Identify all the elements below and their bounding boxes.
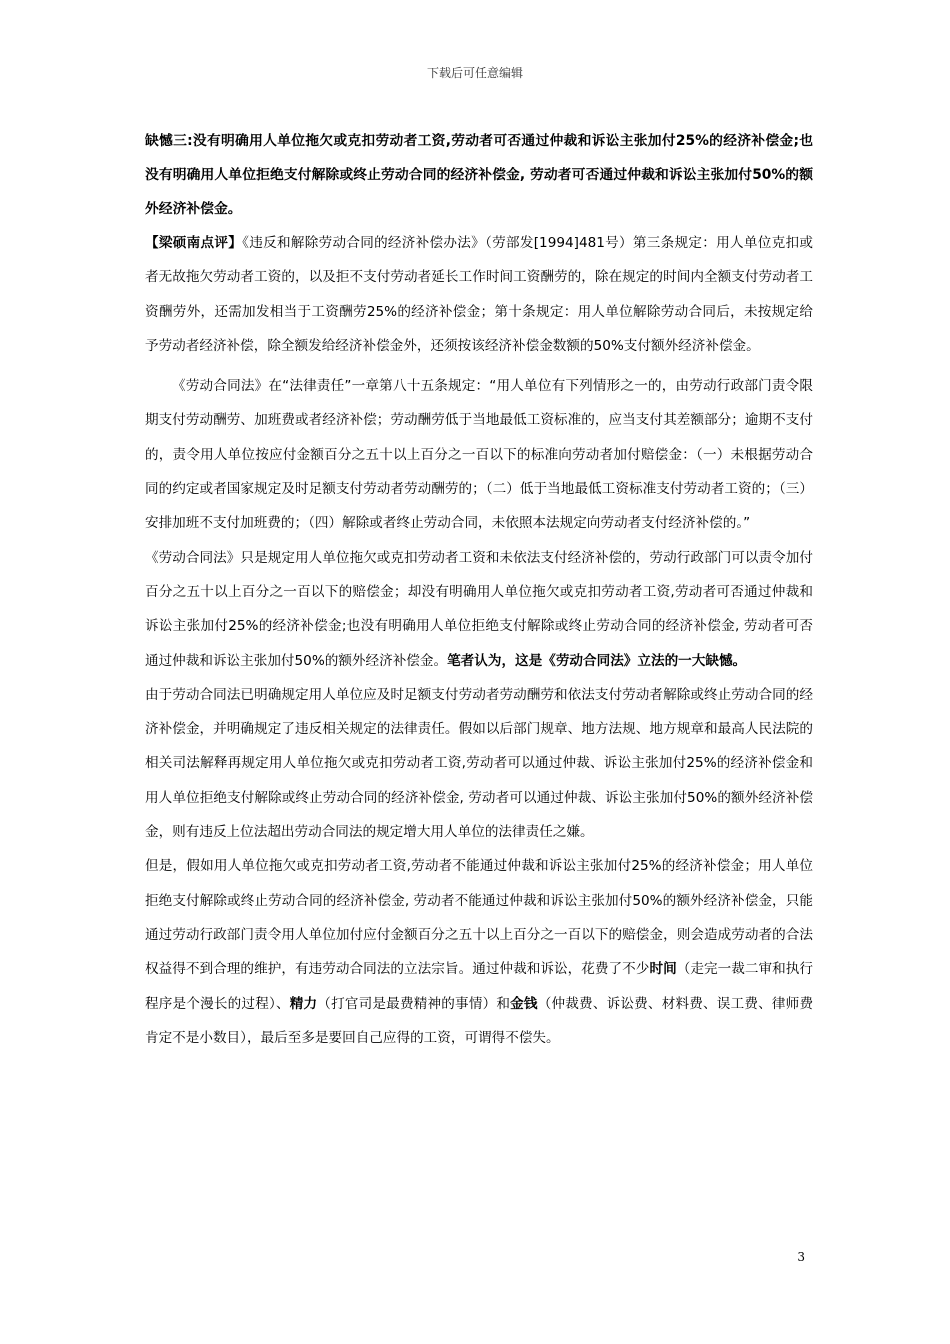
analysis-text: 《劳动合同法》只是规定用人单位拖欠或克扣劳动者工资和未依法支付经济补偿的，劳动行政部门可以责令加付百分之五十以上百分之一百以下的赔偿金；却没有明确用人单位拖欠或克扣劳动者工资,劳动者可否通过仲裁和诉讼主张加付25%的经济补偿金;也没有明确用人单位拒绝支付解除或终止劳动合同的经济补偿金, 劳动者可否通过仲裁和诉讼主张加付50%的额外经济补偿金。 — [145, 549, 813, 669]
commentary-text: 《违反和解除劳动合同的经济补偿办法》（劳部发[1994]481号）第三条规定：用人单位克扣或者无故拖欠劳动者工资的，以及拒不支付劳动者延长工作时间工资酬劳的，除在规定的时间内全额支付劳动者工资酬劳外，还需加发相当于工资酬劳25%的经济补偿金；第十条规定：用人单位解除劳动合同后，未按规定给予劳动者经济补偿，除全额发给经济补偿金外，还须按该经济补偿金数额的50%支付额外经济补偿金。 — [145, 235, 814, 354]
paragraph-commentary — [145, 226, 813, 363]
paragraph-cost-argument — [145, 849, 813, 1055]
bold-money: 金钱 — [510, 995, 538, 1012]
cost-text-c: （打官司是最费精神的事情）和 — [317, 995, 511, 1012]
bold-time: 时间 — [649, 961, 677, 978]
cost-text-d: （仲裁费、诉讼费、材料费、误工费、律师费肯定不是小数目），最后至多是要回自己应得的工资，可谓得不偿失。 — [145, 995, 814, 1046]
document-body — [145, 124, 813, 1055]
paragraph-analysis — [145, 541, 813, 678]
legal-reasoning-text: 由于劳动合同法已明确规定用人单位应及时足额支付劳动者劳动酬劳和依法支付劳动者解除或终止劳动合同的经济补偿金，并明确规定了违反相关规定的法律责任。假如以后部门规章、地方法规、地方规章和最高人民法院的相关司法解释再规定用人单位拖欠或克扣劳动者工资,劳动者可以通过仲裁、诉讼主张加付25%的经济补偿金和用人单位拒绝支付解除或终止劳动合同的经济补偿金, 劳动者可以通过仲裁、诉讼主张加付50%的额外经济补偿金，则有违反上位法超出劳动合同法的规定增大用人单位的法律责任之嫌。 — [145, 686, 813, 841]
analysis-conclusion: 笔者认为，这是《劳动合同法》立法的一大缺憾。 — [447, 652, 747, 669]
cost-text-a: 但是，假如用人单位拖欠或克扣劳动者工资,劳动者不能通过仲裁和诉讼主张加付25%的经济补偿金；用人单位拒绝支付解除或终止劳动合同的经济补偿金, 劳动者不能通过仲裁和诉讼主张加付50%的额外经济补偿金，只能通过劳动行政部门责令用人单位加付应付金额百分之五十以上百分之一百以下的赔偿金，则会造成劳动者的合法权益得不到合理的维护，有违劳动合同法的立法宗旨。通过仲裁和诉讼，花费了不少 — [145, 858, 813, 978]
paragraph-legal-reasoning — [145, 678, 813, 849]
commentary-label: 【梁硕南点评】 — [145, 235, 243, 251]
paragraph-law-article — [145, 369, 813, 540]
law-article-text: 《劳动合同法》在“法律责任”一章第八十五条规定：“用人单位有下列情形之一的，由劳动行政部门责令限期支付劳动酬劳、加班费或者经济补偿；劳动酬劳低于当地最低工资标准的，应当支付其差额部分；逾期不支付的，责令用人单位按应付金额百分之五十以上百分之一百以下的标准向劳动者加付赔偿金：（一）未根据劳动合同的约定或者国家规定及时足额支付劳动者劳动酬劳的；（二）低于当地最低工资标准支付劳动者工资的；（三）安排加班不支付加班费的；（四）解除或者终止劳动合同，未依照本法规定向劳动者支付经济补偿的。” — [145, 378, 813, 532]
bold-energy: 精力 — [289, 995, 318, 1012]
page-number: 3 — [797, 1250, 805, 1264]
cost-text-b: （走完一裁二审和执行程序是个漫长的过程）、 — [145, 961, 814, 1012]
section-heading: 缺憾三:没有明确用人单位拖欠或克扣劳动者工资,劳动者可否通过仲裁和诉讼主张加付25%的经济补偿金;也没有明确用人单位拒绝支付解除或终止劳动合同的经济补偿金, 劳动者可否通过仲裁和诉讼主张加付50%的额外经济补偿金。 — [145, 133, 814, 217]
page-header: 下载后可任意编辑 — [426, 66, 523, 80]
